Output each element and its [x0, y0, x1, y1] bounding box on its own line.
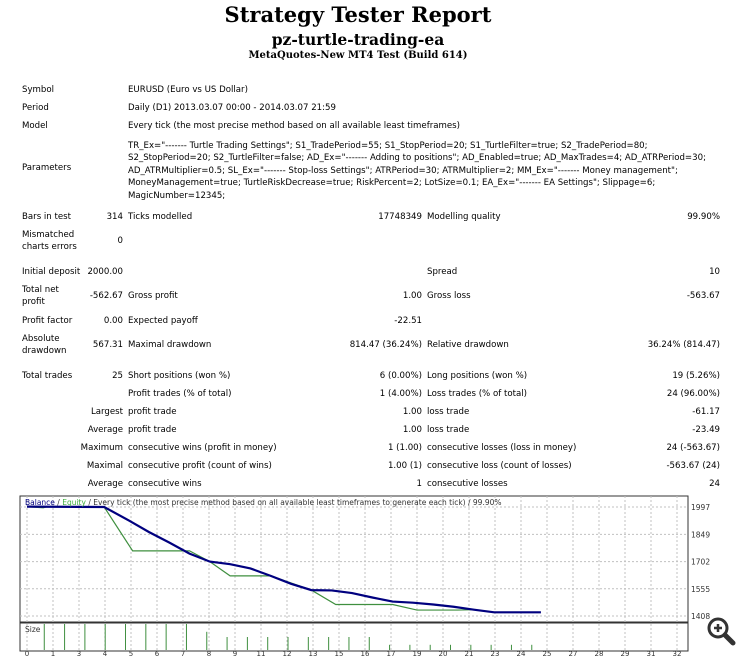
stat-v2-5: 814.47 (36.24%)	[349, 340, 422, 350]
stat-l1-4: Profit factor	[22, 316, 73, 326]
x-tick-label: 29	[620, 650, 630, 657]
parameters-value: TR_Ex="------- Turtle Trading Settings"; S1_TradePeriod=55; S1_StopPeriod=20; S1_TurtleFilter=true; S2_TradePeriod=80; S2_StopPeriod=20; S2_TurtleFilter=false; AD_Ex="------- Adding to positions"; AD_Enabled=true; AD_MaxTrades=4; AD_ATRPeriod=30; AD_ATRMultiplier=0.5; SL_Ex="------- Stop-loss Settings"; ATRPeriod=30; ATRMultiplier=2; MM_Ex="------- Money management"; MoneyManagement=true; TurtleRiskDecrease=true; RiskPercent=2; LotSize=0.1; EA_Ex="------- EA Settings"; Slippage=6; MagicNumber=12345;	[128, 141, 706, 201]
legend-sep: /	[54, 498, 63, 507]
stat-v1-6: 25	[112, 371, 123, 381]
stat-v1-9: Average	[87, 425, 123, 435]
x-tick-label: 28	[594, 650, 604, 657]
stat-v1-11: Maximal	[86, 461, 123, 471]
stat-l2-6: Short positions (won %)	[128, 371, 231, 381]
chart-legend	[25, 498, 502, 507]
x-tick-label: 3	[76, 650, 82, 657]
stat-v2-4: -22.51	[394, 316, 422, 326]
stat-l2-7: Profit trades (% of total)	[128, 389, 232, 399]
stat-v1-3: -562.67	[89, 291, 123, 301]
stat-v1-5: 567.31	[92, 340, 123, 350]
report-title: Strategy Tester Report	[224, 2, 492, 27]
stat-l2-11: consecutive profit (count of wins)	[128, 461, 272, 471]
stat-v2-3: 1.00	[402, 291, 422, 301]
x-tick-label: 12	[282, 650, 292, 657]
y-tick-label: 1408	[691, 612, 711, 621]
stat-l3-12: consecutive losses	[427, 479, 508, 489]
stat-l2-0: Ticks modelled	[128, 212, 193, 222]
x-tick-label: 13	[308, 650, 318, 657]
period-label: Period	[22, 103, 49, 113]
stat-v1-10: Maximum	[80, 443, 123, 453]
stat-l1-0: Bars in test	[22, 212, 71, 222]
x-tick-label: 0	[24, 650, 30, 657]
y-tick-label: 1997	[691, 503, 711, 512]
stat-l3-8: loss trade	[427, 407, 470, 417]
stat-l2-4: Expected payoff	[128, 316, 198, 326]
x-tick-label: 32	[672, 650, 682, 657]
stat-v1-0: 314	[106, 212, 123, 222]
stat-v3-2: 10	[709, 267, 720, 277]
parameters-label: Parameters	[22, 163, 72, 173]
x-tick-label: 21	[464, 650, 474, 657]
x-tick-label: 17	[386, 650, 396, 657]
stat-l2-5: Maximal drawdown	[128, 340, 212, 350]
stat-v1-8: Largest	[90, 407, 123, 417]
stat-l1-5: Absolute drawdown	[22, 334, 67, 356]
stat-v3-11: -563.67 (24)	[666, 461, 720, 471]
stat-v3-0: 99.90%	[687, 212, 720, 222]
x-tick-label: 9	[232, 650, 238, 657]
x-tick-label: 15	[334, 650, 344, 657]
symbol-value: EURUSD (Euro vs US Dollar)	[128, 85, 248, 95]
stat-v3-5: 36.24% (814.47)	[647, 340, 720, 350]
build-info: MetaQuotes-New MT4 Test (Build 614)	[248, 50, 468, 61]
stat-v1-1: 0	[117, 236, 123, 246]
x-tick-label: 24	[516, 650, 526, 657]
stat-l1-3: Total net profit	[22, 285, 59, 307]
stat-l1-1: Mismatched charts errors	[22, 230, 77, 252]
stat-l1-6: Total trades	[22, 371, 73, 381]
zoom-icon[interactable]	[705, 615, 737, 647]
stat-l1-2: Initial deposit	[22, 267, 81, 277]
stat-v1-4: 0.00	[103, 316, 123, 326]
stat-l2-12: consecutive wins	[128, 479, 202, 489]
stat-v2-7: 1 (4.00%)	[379, 389, 422, 399]
y-tick-label: 1702	[691, 557, 711, 567]
stat-l3-5: Relative drawdown	[427, 340, 509, 350]
x-tick-label: 27	[568, 650, 578, 657]
stat-v3-7: 24 (96.00%)	[666, 389, 720, 399]
stat-l3-3: Gross loss	[427, 291, 471, 301]
model-value: Every tick (the most precise method based on all available least timeframes)	[128, 121, 461, 131]
stat-v2-8: 1.00	[402, 407, 422, 417]
x-tick-label: 8	[206, 650, 212, 657]
x-tick-label: 1	[50, 650, 56, 657]
stat-l2-8: profit trade	[128, 407, 177, 417]
stat-v2-6: 6 (0.00%)	[379, 371, 422, 381]
x-tick-label: 19	[412, 650, 422, 657]
stat-v3-3: -563.67	[686, 291, 720, 301]
stat-v2-10: 1 (1.00)	[387, 443, 422, 453]
stat-l2-9: profit trade	[128, 425, 177, 435]
stat-v2-0: 17748349	[378, 212, 422, 222]
symbol-label: Symbol	[22, 85, 55, 95]
stat-v3-9: -23.49	[692, 425, 720, 435]
size-frame	[20, 623, 688, 651]
stat-v3-6: 19 (5.26%)	[672, 371, 720, 381]
stat-l3-7: Loss trades (% of total)	[427, 389, 527, 399]
x-tick-label: 5	[128, 650, 134, 657]
y-tick-label: 1849	[691, 530, 711, 540]
period-value: Daily (D1) 2013.03.07 00:00 - 2014.03.07 21:59	[128, 103, 336, 113]
legend-balance: Balance	[25, 498, 55, 507]
x-tick-label: 31	[646, 650, 656, 657]
stat-l3-11: consecutive loss (count of losses)	[427, 461, 572, 471]
stat-v1-12: Average	[87, 479, 123, 489]
stat-v2-11: 1.00 (1)	[387, 461, 422, 471]
x-tick-label: 16	[360, 650, 370, 657]
legend-equity: Equity	[62, 498, 86, 507]
stat-l3-6: Long positions (won %)	[427, 371, 528, 381]
x-tick-label: 4	[102, 650, 108, 657]
stat-l2-3: Gross profit	[128, 291, 178, 301]
stat-l3-2: Spread	[427, 267, 458, 277]
x-tick-label: 20	[438, 650, 448, 657]
stat-l3-10: consecutive losses (loss in money)	[427, 443, 577, 453]
balance-chart	[0, 494, 750, 657]
stat-v3-12: 24	[709, 479, 720, 489]
stat-v3-10: 24 (-563.67)	[666, 443, 720, 453]
model-label: Model	[22, 121, 48, 131]
y-tick-label: 1555	[691, 584, 711, 594]
legend-description: / Every tick (the most precise method based on all available least timeframes to generate each tick) / 99.90%	[85, 498, 502, 507]
stat-l3-0: Modelling quality	[427, 212, 501, 222]
x-tick-label: 25	[542, 650, 552, 657]
ea-name: pz-turtle-trading-ea	[271, 30, 445, 49]
stat-v2-9: 1.00	[402, 425, 422, 435]
stat-v1-2: 2000.00	[87, 267, 123, 277]
stat-v3-8: -61.17	[692, 407, 720, 417]
x-tick-label: 11	[256, 650, 266, 657]
stat-v2-12: 1	[416, 479, 422, 489]
x-tick-label: 23	[490, 650, 500, 657]
stat-l3-9: loss trade	[427, 425, 470, 435]
x-tick-label: 6	[154, 650, 160, 657]
x-tick-label: 7	[180, 650, 186, 657]
size-label: Size	[25, 625, 41, 634]
stat-l2-10: consecutive wins (profit in money)	[128, 443, 277, 453]
